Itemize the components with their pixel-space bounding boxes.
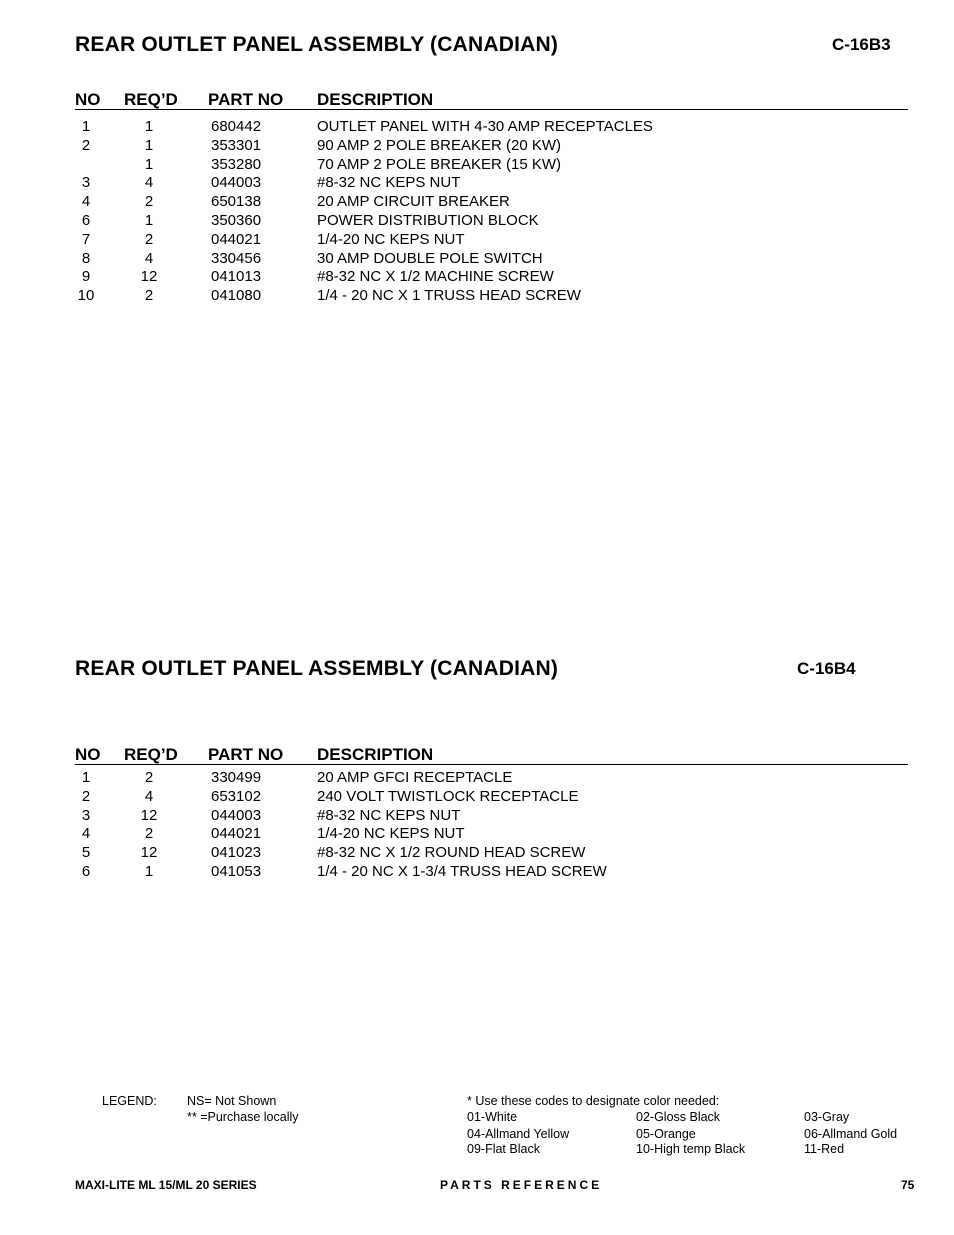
table-row xyxy=(75,250,908,269)
row-reqd: 1 xyxy=(144,211,154,229)
row-no: 10 xyxy=(77,287,95,305)
row-part-no: 680442 xyxy=(211,118,262,135)
legend-purchase-locally: ** =Purchase locally xyxy=(187,1110,299,1124)
section2-parts-table xyxy=(75,769,908,882)
table-row xyxy=(75,788,908,807)
section2-code: C-16B4 xyxy=(797,659,856,678)
color-code: 04-Allmand Yellow xyxy=(467,1127,570,1141)
row-no: 5 xyxy=(81,844,91,862)
legend-not-shown: NS= Not Shown xyxy=(187,1094,277,1108)
row-reqd: 12 xyxy=(140,844,158,862)
section2-title: REAR OUTLET PANEL ASSEMBLY (CANADIAN) xyxy=(75,657,559,680)
legend-color-note: * Use these codes to designate color needed: xyxy=(467,1094,720,1108)
row-part-no: 041080 xyxy=(211,287,262,305)
table-row xyxy=(75,231,908,250)
row-part-no: 041023 xyxy=(211,844,262,862)
row-no: 4 xyxy=(81,825,91,843)
row-reqd: 2 xyxy=(144,287,154,305)
row-description: 240 VOLT TWISTLOCK RECEPTACLE xyxy=(317,787,579,805)
row-reqd: 2 xyxy=(144,193,154,211)
row-description: #8-32 NC X 1/2 MACHINE SCREW xyxy=(317,268,554,286)
row-no: 2 xyxy=(81,787,91,805)
row-reqd: 1 xyxy=(144,136,154,154)
header-no: NO xyxy=(75,745,101,764)
row-description: #8-32 NC KEPS NUT xyxy=(317,174,461,192)
row-no: 6 xyxy=(81,211,91,229)
legend-label: LEGEND: xyxy=(102,1094,157,1108)
header-description: DESCRIPTION xyxy=(317,745,434,764)
table-row xyxy=(75,118,908,137)
row-reqd: 2 xyxy=(144,769,154,786)
table-row xyxy=(75,156,908,175)
table-row xyxy=(75,268,908,287)
row-description: 20 AMP GFCI RECEPTACLE xyxy=(317,769,513,786)
table-row xyxy=(75,844,908,863)
row-reqd: 12 xyxy=(140,806,158,824)
row-description: 1/4 - 20 NC X 1 TRUSS HEAD SCREW xyxy=(317,287,581,305)
header-part-no: PART NO xyxy=(208,745,284,764)
row-reqd: 4 xyxy=(144,787,154,805)
row-no: 6 xyxy=(81,862,91,880)
row-part-no: 044003 xyxy=(211,174,262,192)
page-number: 75 xyxy=(901,1178,915,1192)
header-reqd: REQ’D xyxy=(124,90,178,109)
row-description: OUTLET PANEL WITH 4-30 AMP RECEPTACLES xyxy=(317,118,653,135)
table-row xyxy=(75,193,908,212)
header-no: NO xyxy=(75,90,101,109)
color-code: 03-Gray xyxy=(804,1110,850,1124)
color-code: 06-Allmand Gold xyxy=(804,1127,898,1141)
table-row xyxy=(75,825,908,844)
row-description: 1/4-20 NC KEPS NUT xyxy=(317,230,465,248)
footer-series: MAXI-LITE ML 15/ML 20 SERIES xyxy=(75,1178,257,1192)
row-description: 1/4 - 20 NC X 1-3/4 TRUSS HEAD SCREW xyxy=(317,862,607,880)
row-part-no: 353301 xyxy=(211,136,262,154)
color-code: 01-White xyxy=(467,1110,518,1124)
row-no: 4 xyxy=(81,193,91,211)
row-description: 90 AMP 2 POLE BREAKER (20 KW) xyxy=(317,136,561,154)
row-description: POWER DISTRIBUTION BLOCK xyxy=(317,211,539,229)
table-row xyxy=(75,137,908,156)
row-part-no: 653102 xyxy=(211,787,262,805)
header-part-no: PART NO xyxy=(208,90,284,109)
row-part-no: 650138 xyxy=(211,193,262,211)
row-reqd: 4 xyxy=(144,249,154,267)
row-reqd: 12 xyxy=(140,268,158,286)
table-row xyxy=(75,807,908,826)
row-part-no: 041013 xyxy=(211,268,262,286)
section1-table-header xyxy=(75,90,908,110)
section1-parts-table xyxy=(75,118,908,306)
row-part-no: 044003 xyxy=(211,806,262,824)
row-reqd: 1 xyxy=(144,862,154,880)
section2-table-header xyxy=(75,745,908,765)
row-no: 3 xyxy=(81,806,91,824)
color-code: 09-Flat Black xyxy=(467,1142,540,1156)
row-part-no: 353280 xyxy=(211,155,262,173)
row-no: 2 xyxy=(81,136,91,154)
row-no: 1 xyxy=(81,118,91,135)
header-reqd: REQ’D xyxy=(124,745,178,764)
row-reqd: 2 xyxy=(144,230,154,248)
row-part-no: 044021 xyxy=(211,825,262,843)
row-part-no: 350360 xyxy=(211,211,262,229)
color-code: 05-Orange xyxy=(636,1127,696,1141)
row-description: 1/4-20 NC KEPS NUT xyxy=(317,825,465,843)
row-no: 1 xyxy=(81,769,91,786)
footer-parts-reference: PARTS REFERENCE xyxy=(440,1178,603,1192)
row-part-no: 330456 xyxy=(211,249,262,267)
row-description: 70 AMP 2 POLE BREAKER (15 KW) xyxy=(317,155,561,173)
row-reqd: 1 xyxy=(144,155,154,173)
row-no: 9 xyxy=(81,268,91,286)
color-code: 02-Gloss Black xyxy=(636,1110,721,1124)
row-no: 3 xyxy=(81,174,91,192)
row-reqd: 4 xyxy=(144,174,154,192)
row-part-no: 044021 xyxy=(211,230,262,248)
row-description: #8-32 NC X 1/2 ROUND HEAD SCREW xyxy=(317,844,586,862)
color-code: 10-High temp Black xyxy=(636,1142,746,1156)
section1-title: REAR OUTLET PANEL ASSEMBLY (CANADIAN) xyxy=(75,33,559,56)
row-description: 20 AMP CIRCUIT BREAKER xyxy=(317,193,510,211)
color-code: 11-Red xyxy=(804,1142,845,1156)
table-row xyxy=(75,287,908,306)
row-part-no: 041053 xyxy=(211,862,262,880)
section1-code: C-16B3 xyxy=(832,35,891,54)
row-reqd: 1 xyxy=(144,118,154,135)
table-row xyxy=(75,174,908,193)
row-part-no: 330499 xyxy=(211,769,262,786)
row-reqd: 2 xyxy=(144,825,154,843)
header-description: DESCRIPTION xyxy=(317,90,434,109)
table-row xyxy=(75,212,908,231)
table-row xyxy=(75,863,908,882)
row-no: 8 xyxy=(81,249,91,267)
row-description: 30 AMP DOUBLE POLE SWITCH xyxy=(317,249,543,267)
row-description: #8-32 NC KEPS NUT xyxy=(317,806,461,824)
table-row xyxy=(75,769,908,788)
row-no: 7 xyxy=(81,230,91,248)
